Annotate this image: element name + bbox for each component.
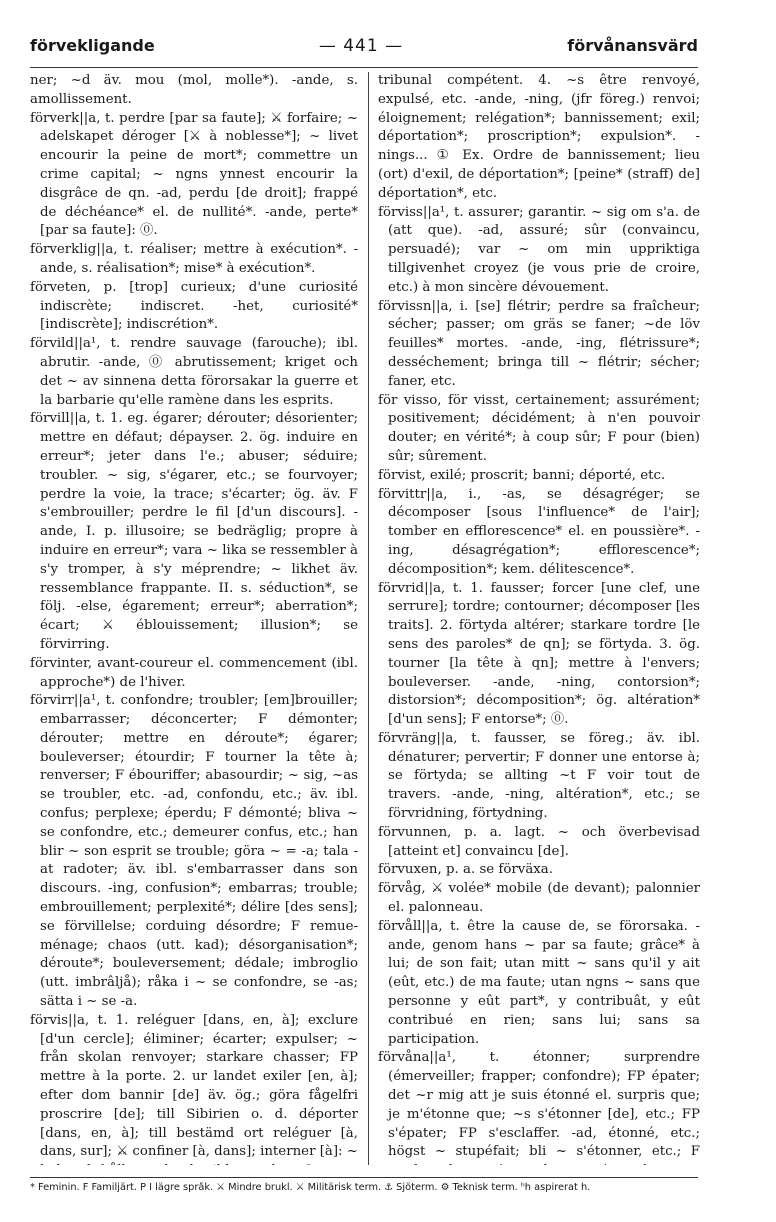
dictionary-entry: förveten, p. [trop] curieux; d'une curiosité indiscrète; indiscret. -het, curiosité* [indiscrète]; indiscrétion*. <box>30 279 358 333</box>
dictionary-entry: förvinter, avant-coureur el. commencement (ibl. approche*) de l'hiver. <box>30 655 358 690</box>
dictionary-entry: förvissn||a, i. [se] flétrir; perdre sa fraîcheur; sécher; passer; om gräs se faner; ~de löv feuilles* mortes. -ande, -ing, flétrissure*; desséchement; bringa till ~ flétrir; sécher; faner, etc. <box>378 298 700 389</box>
left-guide-word: förvekligande <box>30 36 155 55</box>
dictionary-entry: förverklig||a, t. réaliser; mettre à exécution*. -ande, s. réalisation*; mise* à exécution*. <box>30 242 358 276</box>
dictionary-entry: tribunal compétent. 4. ~s être renvoyé, expulsé, etc. -ande, -ning, (jfr föreg.) renvoi; éloignement; relégation*; bannissement; exil; déportation*; proscription*; expulsion*. -nings... ① Ex. Ordre de bannissement; lieu (ort) d'exil, de déportation*; [peine* (straff) de] déportation*, etc. <box>378 73 700 201</box>
dictionary-entry: förvill||a, t. 1. eg. égarer; dérouter; désorienter; mettre en défaut; dépayser. 2. ög. induire en erreur*; jeter dans l'e.; abuser; séduire; troubler. ~ sig, s'égarer, etc.; se fourvoyer; perdre la voie, la trace; s'écarter; ög. äv. F s'embrouiller; perdre le fil [d'un discours]. -ande, I. p. illusoire; se bedräglig; propre à induire en erreur*; vara ~ lika se ressembler à s'y tromper, à s'y méprendre; ~ likhet äv. ressemblance frappante. II. s. séduction*, se följ. -else, égarement; erreur*; aberration*; écart; ⚔ éblouissement; illusion*; se förvirring. <box>30 411 358 652</box>
dictionary-entry: förvild||a¹, t. rendre sauvage (farouche); ibl. abrutir. -ande, ⓪ abrutissement; kriget och det ~ av sinnena detta förorsakar la guerre et la barbarie qu'elle ramène dans les esprits. <box>30 336 358 408</box>
dictionary-entry: förverk||a, t. perdre [par sa faute]; ⚔ forfaire; ~ adelskapet déroger [⚔ à noblesse*]; ~ livet encourir la peine de mort*; commettre un crime capital; ~ ngns ynnest encourir la disgrâce de qn. -ad, perdu [de droit]; frappé de déchéance* el. de nullité*. -ande, perte* [par sa faute]: ⓪. <box>30 110 358 239</box>
column-divider <box>368 72 369 1165</box>
right-guide-word: förvånansvärd <box>567 36 698 55</box>
dictionary-entry: för visso, för visst, certainement; assurément; positivement; décidément; à n'en pouvoir douter; en vérité*; à coup sûr; F pour (bien) sûr; sûrement. <box>378 392 700 464</box>
dictionary-entry: förvunnen, p. a. lagt. ~ och överbevisad [atteint et] convaincu [de]. <box>378 824 700 859</box>
header-rule <box>30 67 698 68</box>
dictionary-entry: förvåg, ⚔ volée* mobile (de devant); palonnier el. palonneau. <box>378 881 700 916</box>
page-number: — 441 — <box>318 36 404 56</box>
left-column <box>30 72 358 1165</box>
dictionary-entry: förvirr||a¹, t. confondre; troubler; [em]brouiller; embarrasser; déconcerter; F démonter; dérouter; mettre en déroute*; égarer; bouleverser; étourdir; F tourner la tête à; renverser; F ébouriffer; abasourdir; ~ sig, ~as se troubler, etc. -ad, confondu, etc.; äv. ibl. confus; perplexe; éperdu; F démonté; bliva ~ se confondre, etc.; demeurer confus, etc.; han blir ~ son esprit se trouble; göra ~ = -a; tala -at radoter; äv. ibl. s'embarrasser dans son discours. -ing, confusion*; embarras; trouble; embrouillement; perplexité*; délire [des sens]; se förvillelse; corduing désordre; F remue-ménage; chaos (utt. kad); désorganisation*; déroute*; bouleversement; dédale; imbroglio (utt. imbrâljå); råka i ~ se confondre, se -as; sätta i ~ se -a. <box>30 693 358 1010</box>
abbreviation-legend: * Feminin. F Familjärt. P I lägre språk. ⚔ Mindre brukl. ⚔ Militärisk term. ⚓ Sjöterm. ⚙ Teknisk term. ʰh aspirerat h. <box>30 1182 591 1193</box>
dictionary-entry: förvis||a, t. 1. reléguer [dans, en, à]; exclure [d'un cercle]; éliminer; écarter; expulser; ~ från skolan renvoyer; starkare chasser; FP mettre à la porte. 2. ur landet exiler [en, à]; efter dom bannir [de] äv. ög.; göra fågelfri proscrire [de]; till Sibirien o. d. déporter [dans, en, à]; till bestämd ort reléguer [à, dans, sur]; ⚔ confiner [à, dans]; interner [à]: ~ <box>30 1012 358 1160</box>
dictionary-entry: förvrid||a, t. 1. fausser; forcer [une clef, une serrure]; tordre; contourner; décomposer [les traits]. 2. förtyda altérer; starkare tordre [le sens des paroles* de qn]; se förtyda. 3. ög. tourner [la tête à qn]; mettre à l'envers; bouleverser. -ande, -ning, contorsion*; distorsion*; décomposition*; ög. altération* [d'un sens]; F entorse*; ⓪. <box>378 580 700 728</box>
dictionary-entry: ner; ~d äv. mou (mol, molle*). -ande, s. amollissement. <box>30 73 358 107</box>
dictionary-entry: förviss||a¹, t. assurer; garantir. ~ sig om s'a. de (att que). -ad, assuré; sûr (convaincu, persuadé); var ~ om min uppriktiga tillgivenhet croyez (je vous prie de croire, etc.) à mon sincère dévouement. <box>378 204 700 295</box>
page-header <box>30 36 698 66</box>
dictionary-entry: förvist, exilé; proscrit; banni; déporté, etc. <box>378 467 666 483</box>
dictionary-entry: förvuxen, p. a. se förväxa. <box>378 862 553 878</box>
dictionary-entry: förvåll||a, t. être la cause de, se förorsaka. -ande, genom hans ~ par sa faute; grâce* à lui; de son fait; utan mitt ~ sans qu'il y ait (eût, etc.) de ma faute; utan ngns ~ sans que personne y eût part*, y contribuât, y eût contribué en rien; sans lui; sans sa participation. <box>378 918 700 1047</box>
dictionary-entry: förvittr||a, i., -as, se désagréger; se décomposer [sous l'influence* de l'air]; tomber en efflorescence* el. en poussière*. -ing, désagrégation*; efflorescence*; décomposition*; kem. délitescence*. <box>378 486 700 577</box>
right-column <box>378 72 700 1165</box>
footnote-rule <box>30 1177 698 1178</box>
dictionary-entry: förvräng||a, t. fausser, se föreg.; äv. ibl. dénaturer; pervertir; F donner une entorse à; se förtyda; se allting ~t F voir tout de travers. -ande, -ning, altération*, etc.; se förvridning, förtydning. <box>378 730 700 822</box>
dictionary-entry: förvåna||a¹, t. étonner; surprendre (émerveiller; frapper; confondre); FP épater; det ~r mig att je suis étonné el. surpris que; je m'étonne que; ~s s'étonner [de], etc.; FP s'épater; FP s'esclaffer. -ad, étonné, etc.; högst ~ stupéfait; bli ~ s'étonner, etc.; F <box>378 1050 700 1160</box>
